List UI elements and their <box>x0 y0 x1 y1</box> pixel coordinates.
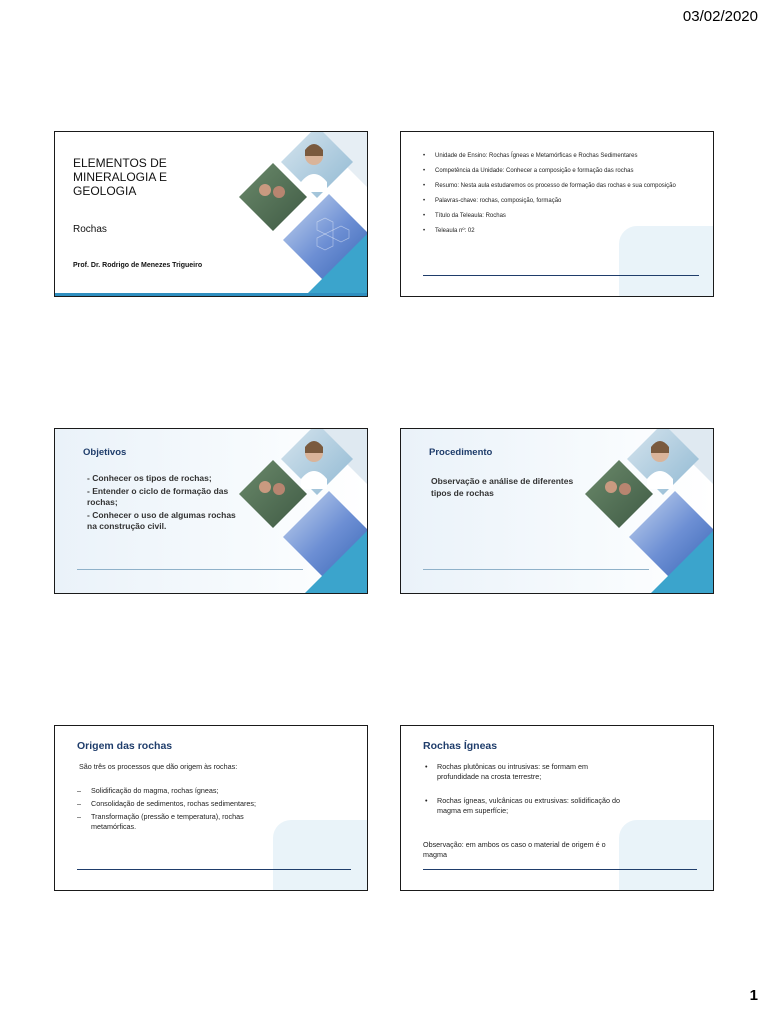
list-item: • Teleaula nº: 02 <box>423 227 693 235</box>
observation-text: Observação: em ambos os caso o material de origem é o magma <box>423 840 606 859</box>
slide-title <box>54 131 368 297</box>
list-item: • Unidade de Ensino: Rochas Ígneas e Metamórficas e Rochas Sedimentares <box>423 152 693 160</box>
list-item: – Consolidação de sedimentos, rochas sedimentares; <box>77 799 277 809</box>
list-item: – Solidificação do magma, rochas ígneas; <box>77 786 277 796</box>
slide-info <box>400 131 714 297</box>
slide-subtitle: Rochas <box>73 224 107 235</box>
slide-title-heading <box>73 156 167 198</box>
title-line: GEOLOGIA <box>73 184 137 198</box>
corner-accent <box>651 531 713 593</box>
divider <box>423 275 699 276</box>
divider <box>423 569 649 570</box>
decorative-panel <box>273 820 367 890</box>
decorative-panel <box>619 820 713 890</box>
slide-heading: Procedimento <box>429 447 493 458</box>
title-line: ELEMENTOS DE <box>73 156 167 170</box>
list-item: - Conhecer os tipos de rochas; <box>87 473 212 483</box>
corner-accent <box>305 234 367 296</box>
slide-heading: Objetivos <box>83 447 127 458</box>
procedure-text: Observação e análise de diferentes tipos de rochas <box>431 476 574 498</box>
slide-objectives <box>54 428 368 594</box>
slide-igneous-rocks <box>400 725 714 891</box>
corner-accent <box>305 531 367 593</box>
title-line: MINERALOGIA E <box>73 170 168 184</box>
divider <box>77 869 351 870</box>
page-number: 1 <box>749 987 758 1004</box>
list-item: • Título da Teleaula: Rochas <box>423 212 693 220</box>
igneous-list <box>425 762 625 830</box>
list-item: • Palavras-chave: rochas, composição, formação <box>423 197 693 205</box>
list-item: • Rochas ígneas, vulcânicas ou extrusivas: solidificação do magma em superfície; <box>425 796 625 816</box>
divider <box>423 869 697 870</box>
slide-procedure <box>400 428 714 594</box>
list-item: • Rochas plutônicas ou intrusivas: se formam em profundidade na crosta terrestre; <box>425 762 625 782</box>
list-item: - Entender o ciclo de formação das rochas; <box>87 486 229 507</box>
slide-rock-origin <box>54 725 368 891</box>
list-item: – Transformação (pressão e temperatura), rochas metamórficas. <box>77 812 277 832</box>
author-name: Prof. Dr. Rodrigo de Menezes Trigueiro <box>73 262 203 269</box>
list-item: - Conhecer o uso de algumas rochas na construção civil. <box>87 510 236 531</box>
slide-heading: Origem das rochas <box>77 740 173 752</box>
info-list <box>423 152 693 242</box>
intro-text: São três os processos que dão origem às rochas: <box>79 762 238 771</box>
list-item: • Resumo: Nesta aula estudaremos os processo de formação das rochas e sua composição <box>423 182 693 190</box>
divider <box>77 569 303 570</box>
slide-heading: Rochas Ígneas <box>423 740 498 752</box>
process-list <box>77 786 277 835</box>
document-date: 03/02/2020 <box>682 8 758 25</box>
list-item: • Competência da Unidade: Conhecer a composição e formação das rochas <box>423 167 693 175</box>
slide-bottom-bar <box>55 293 367 296</box>
